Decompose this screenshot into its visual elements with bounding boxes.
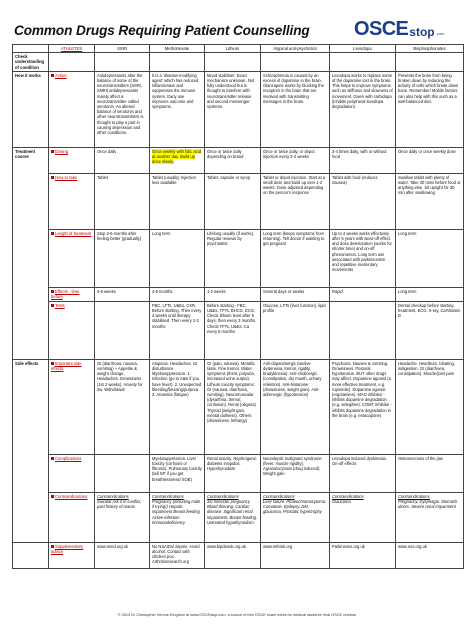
cell-len-levo: Up to 4 weeks works effectively after 5 years with wear-off effect and dose deterioration (works for shorter time) and on-off phenomenon. Long term use associated with parkinsonism and repetitive involuntary movements [330,229,396,287]
page-title: Common Drugs Requiring Patient Counselling [14,23,310,38]
logo-com: .com [435,30,445,36]
cell-imp-bis: Headache. Heartburn, bloating, indigestion. GI (diarrhoea, constipation). Muscle/joint pain [396,359,464,454]
bullet-icon [51,362,54,365]
cell-comp-li: Renal toxicity. Nephrogenic diabetes insipidus. Hypothyroidism [205,454,261,492]
cell-comp-levo: Levodopa induced dyskinesia. On-off effects [330,454,396,492]
cell-take-bis: Swallow tablet with plenty of water. Take 30 mins before food or anything else. Sit upright for 30 min after swallowing [396,173,464,229]
cell-dur-mtx: Once weekly with folic acid at another day. Build up dose slowly. [152,148,201,165]
table-row [13,71,464,147]
header-blank [13,45,49,53]
sub-label-take: How to take [55,174,78,180]
cell-sup-levo: Parkinsons.org.uk [330,542,396,568]
row-label-side-effects: Side effects [13,359,49,542]
header-athletes: ATHLETES [49,45,95,53]
footer-copyright: © 2013 Dr Christopher Vercoe-Kingdom at www.OSCEstop.com, a source of free OSCE exam notes for medical students' final OSCE revision [117,613,357,617]
cell-eff-li: 1-2 weeks [205,287,261,301]
cell-eff-aap: Several days or weeks [261,287,330,301]
row-label-how: How it works [13,71,49,147]
cell-imp-ssri: GI (diarrhoea, nausea, vomiting) + Appetite & weight change. Headaches. Drowsiness (1st 2 weeks). Anxiety for 2w. Withdrawal [95,359,150,454]
cell-eff-ssri: 4-6 weeks [95,287,150,301]
cell-dur-levo: 3-4 times daily, with or without food [330,147,396,173]
cell-len-bis: Long term [396,229,464,287]
cell-sup-ssri: www.mind.org.uk [95,542,150,568]
cell-take-aap: Tablet or depot injection. Start at a small dose and build up over 1-2 weeks. Dose adjusted depending on the person's response [261,173,330,229]
cell-take-mtx: Tablet (usually) Injection less available [150,173,205,229]
cell-contra-ssri: Suicidal risk if in conflict, past history of mania [97,499,142,510]
cell-sup-bis: www.nos.org.uk [396,542,464,568]
sub-label-action: Action [55,72,67,78]
cell-dur-bis: Once daily or once weekly dose [396,147,464,173]
cell-imp-mtx: Alopecia. Headaches. GI disturbance. Myelosuppression. 1. Infection (go to A&E if you have fever). 2. Unexpected bleeding/bruising/purpura. 3. Anaemia (fatigue) [150,359,205,454]
header-levodopa: Levodopa [330,45,396,53]
bullet-icon [51,232,54,235]
cell-len-li: Lifelong usually (if works). Regular reviews by psychiatrist [205,229,261,287]
cell-contra-bis: Pregnancy. Dysphagia. Stomach ulcers. Severe renal impairment [398,499,458,510]
cell-contra-mtx: Pregnancy (including male if trying!) Hepatic impairment Breast feeding Active infection Immunodeficiency [152,499,201,525]
bullet-icon [51,150,54,153]
cell-take-li: Tablet, capsule or syrup [205,173,261,229]
cell-comp-bis: Osteonecrosis of the jaw [396,454,464,492]
table-row [13,53,464,72]
header-lithium: Lithium [205,45,261,53]
contra-heading: Contraindications [152,493,184,499]
cell-dur-ssri: Once daily [95,147,150,173]
header-ssri: SSRI [95,45,150,53]
cell-imp-levo: Psychosis. Nausea & vomiting. Drowsiness. Postural hypotension. BUT other drugs may affect. Dopamine agonist (a more effective treatment, e.g. ropinirole). Dopamine agonist (ergotamine). MAO inhibitor - inhibits dopamine degradation (e.g. selegiline). COMT inhibitor - inhibits dopamine degradation in the brain (e.g. entacapone) [330,359,396,454]
cell-take-levo: Tablet with food (reduces nausea) [330,173,396,229]
sub-label-contra: Contraindications [55,493,88,499]
cell-dur-li: Once or twice daily depending on brand [205,147,261,173]
sub-label-length: Length of treatment [55,230,92,236]
header-bisphosphonates: Bisphosphonates [396,45,464,53]
cell-contra-aap: Liver failure. Phaeochromocytoma. Comatose. Epilepsy, DM, glaucoma, Prostatic hypertrophy [263,499,327,515]
cell-dur-aap: Once or twice daily, or depot injection every 2-4 weeks [261,147,330,173]
bullet-icon [51,457,54,460]
cell-imp-li: GI (pain, nausea). Metallic taste. Fine tremor. Water symptoms (thirst, polyuria, increased urine output). Lithium toxicity symptoms: GI (nausea, diarrhoea, vomiting). Neuromuscular (dysarthria, tremor, confusion). Renal (oliguria) Thyroid (weight gain, mental dullness). Others (drowsiness, lethargy) [205,359,261,454]
contra-heading: Contraindications [263,493,295,499]
table-row [13,301,464,359]
bullet-icon [51,304,54,307]
cell-comp-mtx: Myelosuppression. Liver toxicity (cirrhosis or fibrosis). Pulmonary toxicity (tell GP if you get breathlessness/ SOB) [150,454,205,492]
contra-heading: Contraindications [207,493,239,499]
cell-contra-levo: Glaucoma [332,499,351,505]
table-row [13,147,464,173]
bullet-icon [51,290,54,293]
cell-sup-aap: www.rethink.org [261,542,330,568]
cell-eff-levo: Rapid [330,287,396,301]
cell-comp-aap: Neuroleptic malignant syndrome (fever, muscle rigidity). Agranulocytosis (drug induced). Weight gain [261,454,330,492]
cell-sup-li: www.bipolaruk.org.uk [205,542,261,568]
table-row [13,492,464,542]
row-label-check: Check understanding of condition [13,53,49,72]
header-methotrexate: Methotrexate [150,45,205,53]
contra-heading: Contraindications [97,493,129,499]
table-row [13,173,464,229]
cell-len-mtx: Long term [150,229,205,287]
cell-tests-mtx: FBC, LFTs, U&Es, CXR. Before starting. Then every 2 weeks until therapy stabilised. Then every 2-3 months [150,301,205,359]
contra-heading: Contraindications [398,493,430,499]
cell-contra-li: 1st trimester pregnancy. Blood thinning. Cardiac disease. Significant renal impairment. Breast feeding. Untreated hypothyroidism [207,499,258,525]
cell-sup-mtx: No NSAIDs/ aspirin. Avoid alcohol. Contact with chicken pox. Arthritisresearch.org [150,542,205,568]
logo-osce: OSCE [354,17,409,40]
table-row [13,229,464,287]
cell-how-mtx: It is a 'disease-modifying agent' which has reduced inflammation and suppresses the immune system. Early use improves outcome and symptoms. [150,71,205,147]
cell-imp-aap: Anti-dopaminergic (tardive dyskinesia, tremor, rigidity, bradykinesia). Anti-cholinergic (constipation, dry mouth, urinary retention). Anti-histamine (drowsiness, weight gain). Anti-adrenergic (hypotension) [261,359,330,454]
sub-label-tests: Tests [55,302,65,308]
table-row [13,287,464,301]
header-antipsychotics: Atypical anti-psychotics [261,45,330,53]
cell-len-ssri: Stop 3-6 months after feeling better (gradually) [95,229,150,287]
cell-how-li: Mood stabiliser. Exact mechanism unknown. Not fully understood but is thought to interfere with neurotransmitter release and second messenger systems. [205,71,261,147]
bullet-icon [51,495,54,498]
table-row [13,542,464,568]
cell-tests-bis: Dental checkup before starting treatment, ECG, X-ray, Ca/Vitamin D [396,301,464,359]
cell-how-levo: Levodopa works to replace some of the dopamine lost in the brain. This helps to improve symptoms such as stiffness and slowness of movement. Given with carbidopa (inhibits peripheral levodopa degradation) [330,71,396,147]
bullet-icon [51,176,54,179]
row-label-course: Treatment course [13,147,49,359]
cell-how-aap: Schizophrenia is caused by an excess of dopamine in the brain. Olanzapine works by blocking the receptors in the brain that are involved with transmitting messages in the brain. [261,71,330,147]
cell-take-ssri: Tablet [95,173,150,229]
oscestop-logo [354,16,444,42]
cell-tests-li: Before starting - FBC, U&Es, TFTs, BHCG, ECG. Check lithium level after 5 days, then every 3 months. Check TFTs, U&Es, Ca every 6 months [205,301,261,359]
contra-heading: Contraindications [332,493,364,499]
cell-tests-aap: Glucose, LFTs (liver function), lipid profile [261,301,330,359]
sub-label-important: Important side effects [51,360,82,372]
sub-label-effects: Effects - time before [51,288,80,300]
table-row [13,454,464,492]
header-row [13,45,464,53]
cell-eff-bis: Long term [396,287,464,301]
cell-how-ssri: Antidepressants alter the balance of some of the neurotransmitters (SSRI, SNRI) antidepressants mainly affect a neurotransmitter called serotonin. An altered balance of serotonin and other neurotransmitters is thought to play a part in causing depression and other conditions. [95,71,150,147]
table-row [13,359,464,454]
sub-label-complications: Complications [55,455,82,461]
cell-eff-mtx: 4-8 months [150,287,205,301]
bullet-icon [51,545,54,548]
bullet-icon [51,74,54,77]
drug-counselling-table [12,44,464,569]
sub-label-supplementary: Supplementary advice [51,543,84,555]
cell-how-bis: Prevents the bone from being broken down by reducing the activity of cells which break down bone. Remember! Mobile factors can also help with this such as a well-balanced diet. [396,71,464,147]
cell-len-aap: Long term (keeps symptoms from returning). Tell doctor if wanting to get pregnant [261,229,330,287]
sub-label-dosing: Dosing [55,148,69,154]
logo-stop: stop [409,25,435,39]
